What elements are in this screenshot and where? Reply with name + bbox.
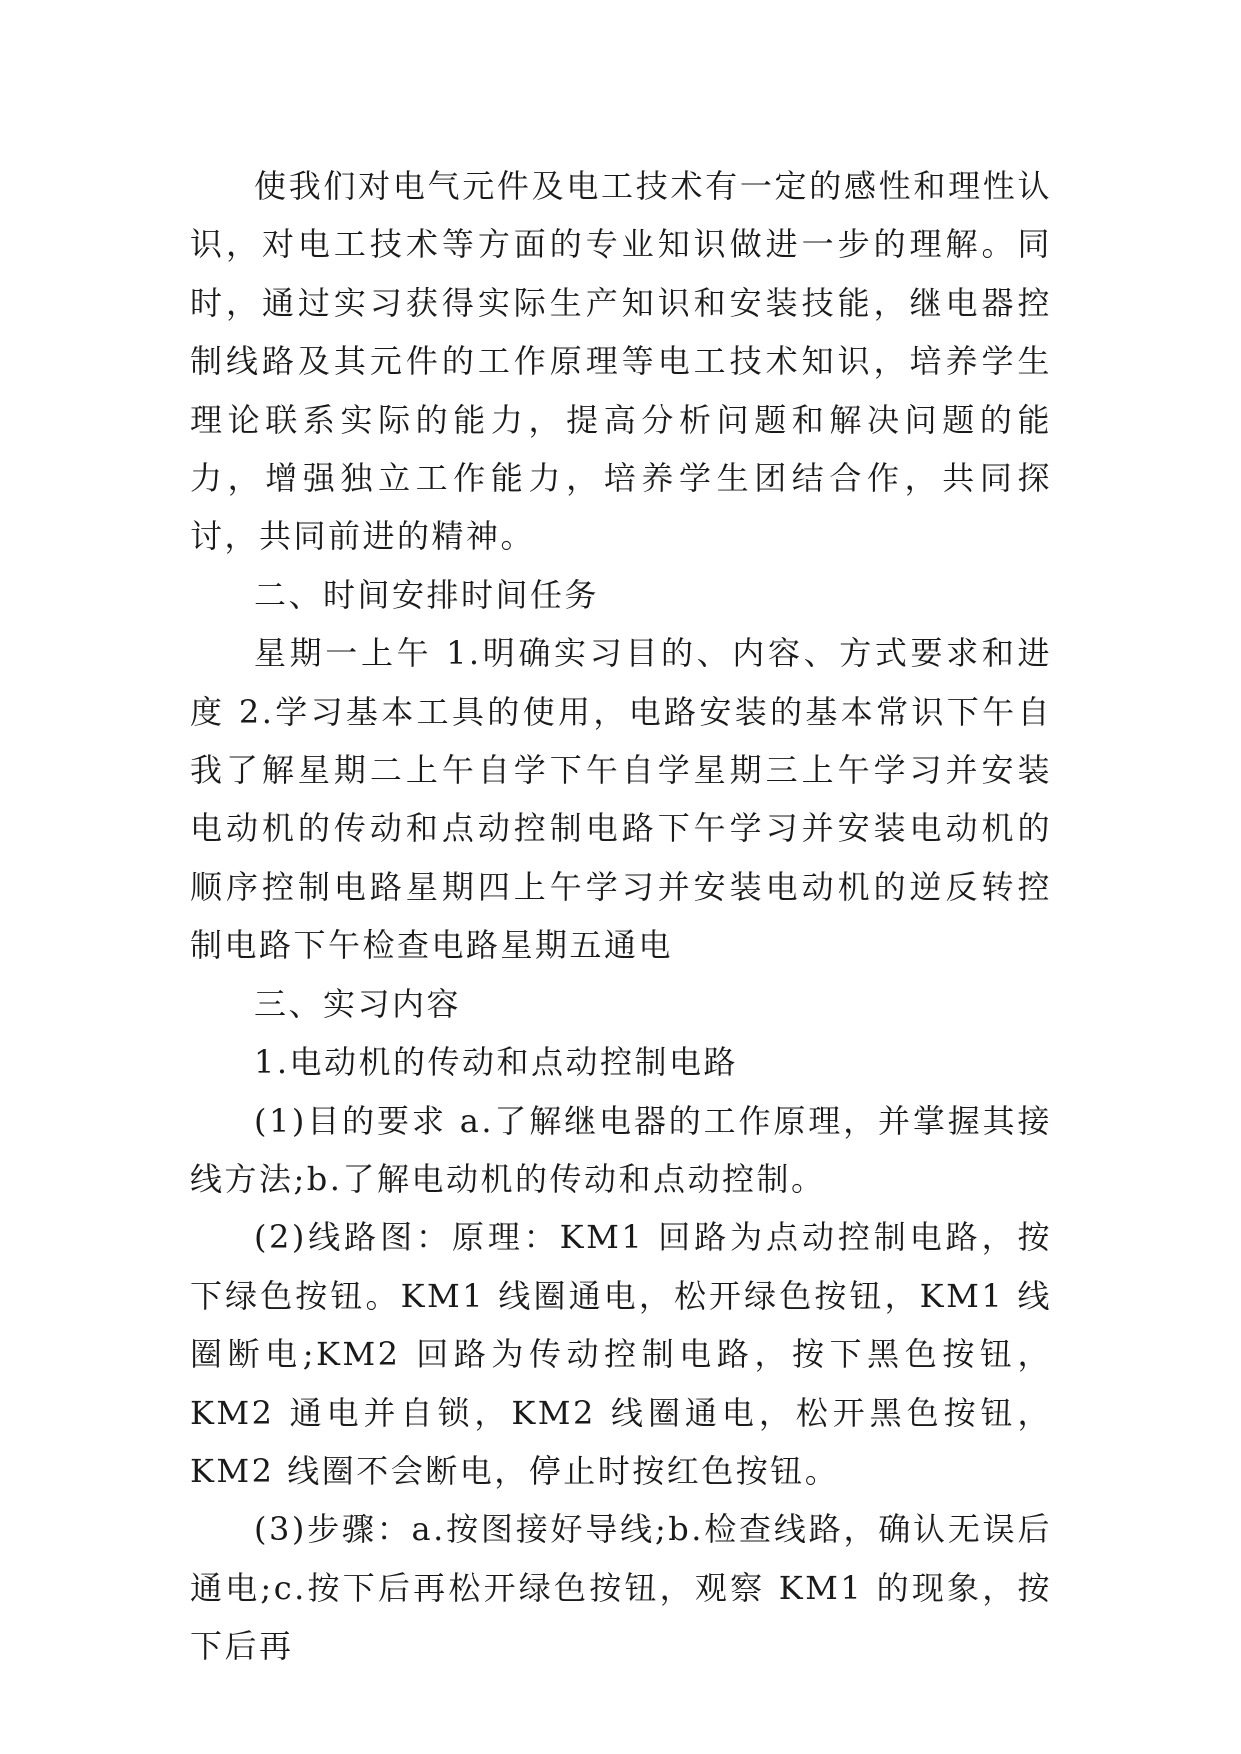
subheading-motor-control: 1.电动机的传动和点动控制电路 xyxy=(254,1043,739,1082)
paragraph-steps: (3)步骤：a.按图接好导线;b.检查线路，确认无误后通电;c.按下后再松开绿色按钮，观察 KM1 的现象，按下后再 xyxy=(190,1510,1052,1666)
paragraph-circuit-diagram: (2)线路图：原理：KM1 回路为点动控制电路，按下绿色按钮。KM1 线圈通电，松开绿色按钮，KM1 线圈断电;KM2 回路为传动控制电路，按下黑色按钮，KM2 通电并自锁，KM2 线圈通电，松开黑色按钮，KM2 线圈不会断电，停止时按红色按钮。 xyxy=(190,1218,1052,1490)
heading-content: 三、实习内容 xyxy=(254,984,462,1023)
paragraph-intro: 使我们对电气元件及电工技术有一定的感性和理性认识，对电工技术等方面的专业知识做进一步的理解。同时，通过实习获得实际生产知识和安装技能，继电器控制线路及其元件的工作原理等电工技术知识，培养学生理论联系实际的能力，提高分析问题和解决问题的能力，增强独立工作能力，培养学生团结合作，共同探讨，共同前进的精神。 xyxy=(190,167,1052,556)
heading-schedule: 二、时间安排时间任务 xyxy=(254,575,600,614)
paragraph-schedule: 星期一上午 1.明确实习目的、内容、方式要求和进度 2.学习基本工具的使用，电路安装的基本常识下午自我了解星期二上午自学下午自学星期三上午学习并安装电动机的传动和点动控制电路下午学习并安装电动机的顺序控制电路星期四上午学习并安装电动机的逆反转控制电路下午检查电路星期五通电 xyxy=(190,634,1052,965)
paragraph-objective: (1)目的要求 a.了解继电器的工作原理，并掌握其接线方法;b.了解电动机的传动和点动控制。 xyxy=(190,1101,1052,1198)
body-text xyxy=(190,157,1052,1676)
